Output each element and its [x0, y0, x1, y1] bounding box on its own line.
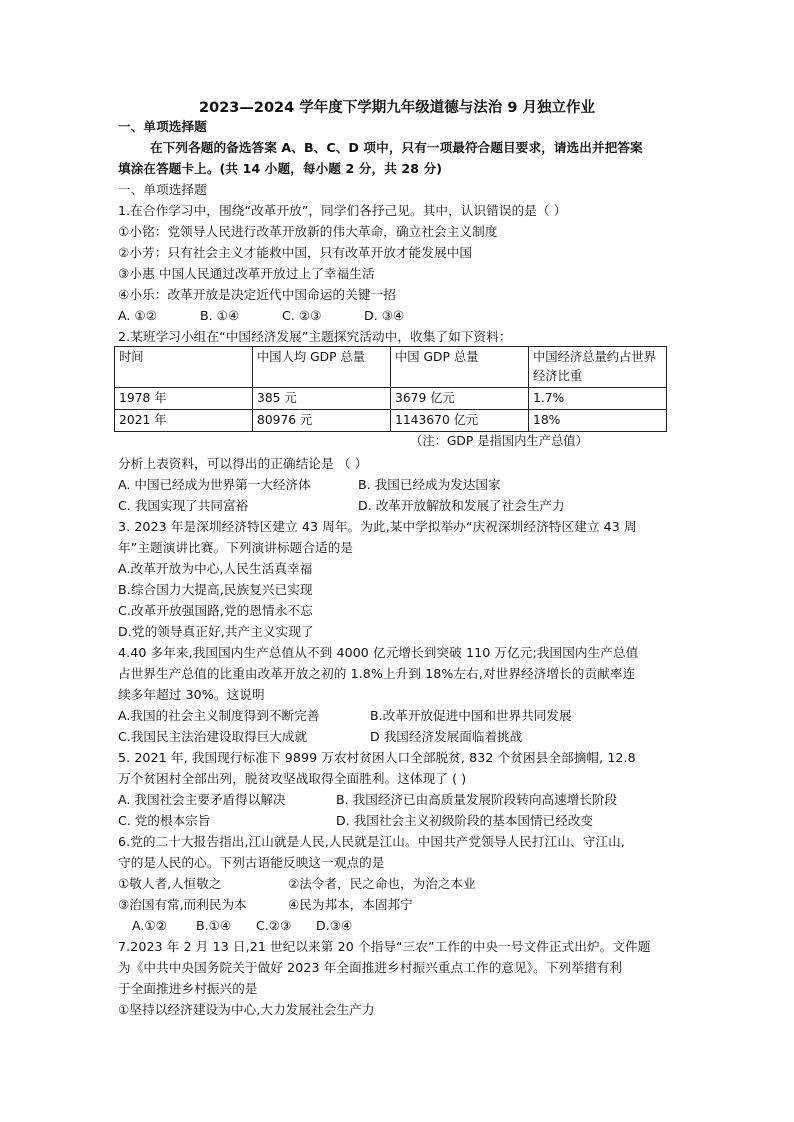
table-cell: 18%: [529, 410, 667, 432]
section-heading: 一、单项选择题: [118, 119, 207, 134]
q1-option-c: C. ②③: [282, 308, 322, 323]
q1-statement-1: ①小铭：党领导人民进行改革开放新的伟大革命，确立社会主义制度: [118, 224, 498, 239]
table-header-cell: 中国人均 GDP 总量: [253, 347, 391, 388]
q1-option-d: D. ③④: [364, 308, 405, 323]
table-cell: 1978 年: [115, 388, 253, 410]
table-header-cell: 中国 GDP 总量: [391, 347, 529, 388]
q1-stem: 1.在合作学习中，围绕“改革开放”，同学们各抒己见。其中，认识错误的是（ ）: [118, 203, 567, 218]
q6-statement-2: ②法令者，民之命也，为治之本业: [288, 876, 476, 891]
q4-option-c: C.我国民主法治建设取得巨大成就: [118, 729, 308, 744]
q2-stem: 2.某班学习小组在“中国经济发展”主题探究活动中，收集了如下资料：: [118, 329, 512, 344]
q2-option-c: C. 我国实现了共同富裕: [118, 498, 249, 513]
table-row: [115, 410, 667, 432]
q6-stem-line-1: 6.党的二十大报告指出,江山就是人民,人民就是江山。中国共产党领导人民打江山、守江山,: [118, 834, 625, 849]
table-header-cell: 时间: [115, 347, 253, 388]
table-cell: 3679 亿元: [391, 388, 529, 410]
q1-statement-2: ②小芳：只有社会主义才能救中国，只有改革开放才能发展中国: [118, 245, 473, 260]
q4-option-a: A.我国的社会主义制度得到不断完善: [118, 708, 320, 723]
q2-option-b: B. 我国已经成为发达国家: [358, 477, 501, 492]
q3-stem-line-2: 年”主题演讲比赛。下列演讲标题合适的是: [118, 540, 354, 555]
q5-stem-line-2: 万个贫困村全部出列，脱贫攻坚战取得全面胜利。这体现了 ( ): [118, 771, 467, 786]
q6-option-d: D.③④: [316, 918, 353, 933]
q4-stem-line-2: 占世界生产总值的比重由改革开放之初的 1.8%上升到 18%左右,对世界经济增长的贡献率连: [118, 666, 636, 681]
gdp-table: [114, 346, 667, 432]
table-header-row: [115, 347, 667, 388]
q7-stem-line-1: 7.2023 年 2 月 13 日,21 世纪以来第 20 个指导“三农”工作的中央一号文件正式出炉。文件题: [118, 939, 651, 954]
table-cell: 1143670 亿元: [391, 410, 529, 432]
q6-option-b: B.①④: [196, 918, 232, 933]
q3-option-d: D.党的领导真正好,共产主义实现了: [118, 624, 314, 639]
table-cell: 385 元: [253, 388, 391, 410]
exam-title: 2023—2024 学年度下学期九年级道德与法治 9 月独立作业: [199, 100, 595, 116]
table-cell: 1.7%: [529, 388, 667, 410]
q1-option-b: B. ①④: [200, 308, 240, 323]
q7-statement-1: ①坚持以经济建设为中心,大力发展社会生产力: [118, 1002, 375, 1017]
q5-option-c: C. 党的根本宗旨: [118, 813, 211, 828]
q2-option-d: D. 改革开放解放和发展了社会生产力: [358, 498, 565, 513]
q4-option-d: D 我国经济发展面临着挑战: [370, 729, 523, 744]
instruction-line-2: 填涂在答题卡上。(共 14 小题，每小题 2 分，共 28 分): [118, 161, 443, 176]
instruction-line-1: 在下列各题的备选答案 A、B、C、D 项中，只有一项最符合题目要求，请选出并把答案: [150, 140, 643, 155]
q2-prompt: 分析上表资料，可以得出的正确结论是 （ ）: [118, 456, 368, 471]
q4-stem-line-3: 续多年超过 30%。这说明: [118, 687, 265, 702]
q4-stem-line-1: 4.40 多年来,我国国内生产总值从不到 4000 亿元增长到突破 110 万亿元;我国国内生产总值: [118, 645, 639, 660]
q5-option-b: B. 我国经济已由高质量发展阶段转向高速增长阶段: [336, 792, 618, 807]
q6-statement-1: ①敬人者,人恒敬之: [118, 876, 222, 891]
table-cell: 2021 年: [115, 410, 253, 432]
q5-stem-line-1: 5. 2021 年, 我国现行标准下 9899 万农村贫困人口全部脱贫, 832 个贫困县全部摘帽, 12.8: [118, 750, 636, 765]
q6-option-a: A.①②: [132, 918, 167, 933]
q3-stem-line-1: 3. 2023 年是深圳经济特区建立 43 周年。为此,某中学拟举办“庆祝深圳经济特区建立 43 周: [118, 519, 637, 534]
q6-statement-4: ④民为邦本，本固邦宁: [288, 897, 413, 912]
table-cell: 80976 元: [253, 410, 391, 432]
q1-statement-3: ③小惠 中国人民通过改革开放过上了幸福生活: [118, 266, 375, 281]
q4-option-b: B.改革开放促进中国和世界共同发展: [370, 708, 572, 723]
q1-option-a: A. ①②: [118, 308, 157, 323]
table-row: [115, 388, 667, 410]
section-heading-repeat: 一、单项选择题: [118, 182, 207, 197]
q3-option-b: B.综合国力大提高,民族复兴已实现: [118, 582, 313, 597]
q2-option-a: A. 中国已经成为世界第一大经济体: [118, 477, 311, 492]
q3-option-a: A.改革开放为中心,人民生活真幸福: [118, 561, 313, 576]
q5-option-d: D. 我国社会主义初级阶段的基本国情已经改变: [336, 813, 593, 828]
q7-stem-line-3: 于全面推进乡村振兴的是: [118, 981, 258, 996]
q6-statement-3: ③治国有常,而利民为本: [118, 897, 247, 912]
q3-option-c: C.改革开放强国路,党的恩情永不忘: [118, 603, 313, 618]
q1-statement-4: ④小乐：改革开放是决定近代中国命运的关键一招: [118, 287, 396, 302]
q6-stem-line-2: 守的是人民的心。下列古语能反映这一观点的是: [118, 855, 385, 870]
q5-option-a: A. 我国社会主要矛盾得以解决: [118, 792, 286, 807]
q7-stem-line-2: 为《中共中央国务院关于做好 2023 年全面推进乡村振兴重点工作的意见》。下列举措有利: [118, 960, 623, 975]
q2-table-note: （注：GDP 是指国内生产总值）: [410, 434, 588, 448]
table-header-cell: 中国经济总量约占世界经济比重: [529, 347, 667, 388]
q6-option-c: C.②③: [256, 918, 292, 933]
